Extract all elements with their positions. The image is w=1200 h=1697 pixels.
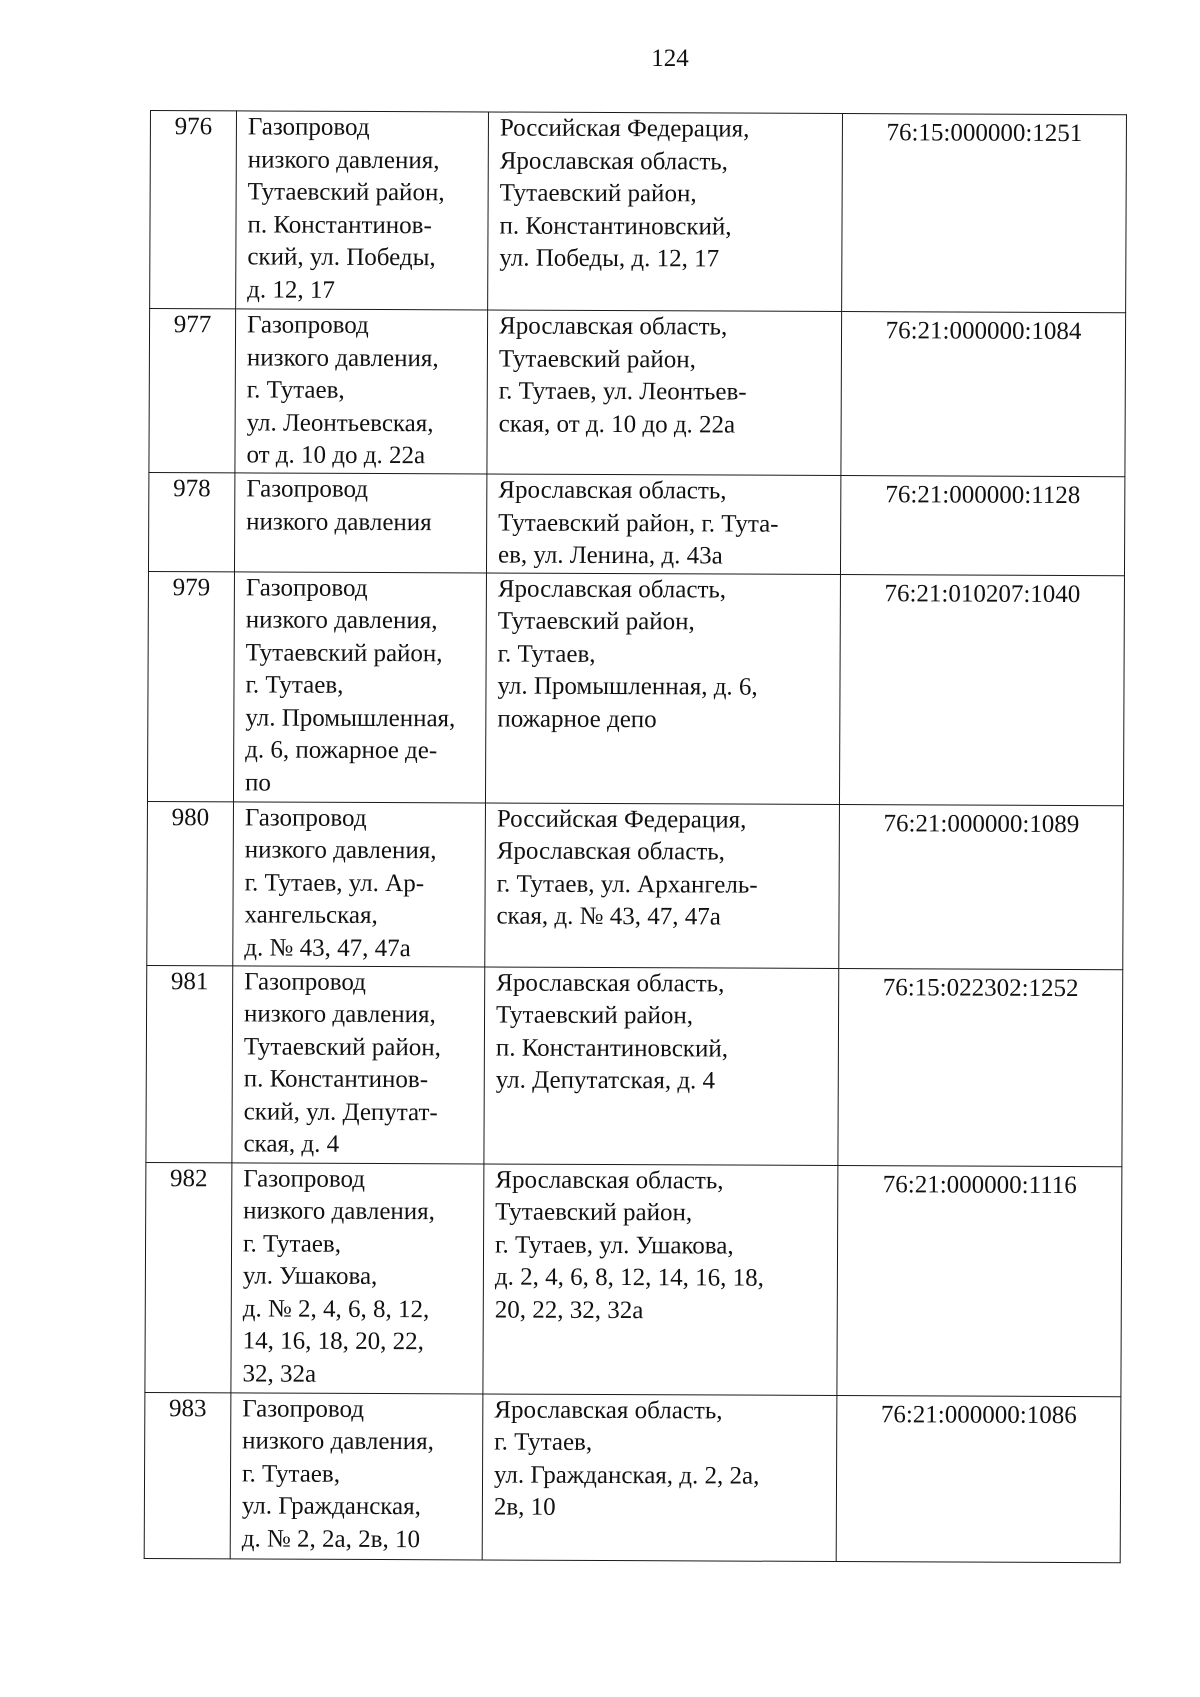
object-name-line: Тутаевский район, bbox=[247, 178, 445, 207]
address-line: ул. Промышленная, д. 6, bbox=[497, 672, 758, 701]
address-line: Ярославская область, bbox=[496, 969, 725, 998]
object-name-line: г. Тутаев, ул. Ар- bbox=[244, 868, 425, 897]
object-name-line: ул. Промышленная, bbox=[245, 703, 456, 732]
cadastral-number-cell: 76:21:000000:1089 bbox=[839, 804, 1124, 969]
object-name-line: от д. 10 до д. 22а bbox=[246, 441, 426, 470]
address-line: ская, от д. 10 до д. 22а bbox=[498, 410, 736, 439]
object-name-cell bbox=[233, 801, 486, 966]
address-line: пожарное депо bbox=[497, 705, 657, 733]
cadastral-number-cell: 76:15:000000:1251 bbox=[842, 114, 1127, 313]
address-line: г. Тутаев, bbox=[494, 1428, 593, 1456]
object-name-line: 14, 16, 18, 20, 22, bbox=[242, 1327, 424, 1356]
object-name-line: низкого давления, bbox=[244, 836, 437, 865]
address-line: г. Тутаев, ул. Ушакова, bbox=[494, 1231, 734, 1260]
address-cell bbox=[486, 474, 840, 574]
row-number-cell: 982 bbox=[145, 1162, 232, 1392]
table-row bbox=[149, 309, 1126, 477]
cadastral-number-cell: 76:21:000000:1116 bbox=[837, 1165, 1122, 1396]
row-number-cell: 980 bbox=[147, 801, 234, 965]
cadastral-number-cell: 76:21:010207:1040 bbox=[839, 574, 1124, 805]
object-name-cell bbox=[231, 1162, 484, 1393]
object-name-line: г. Тутаев, bbox=[245, 671, 344, 699]
object-name-line: д. № 43, 47, 47а bbox=[244, 933, 411, 962]
object-name-cell bbox=[232, 965, 485, 1163]
object-name-cell bbox=[235, 309, 488, 474]
object-name-line: Тутаевский район, bbox=[243, 1032, 441, 1061]
cadastral-number-cell: 76:21:000000:1086 bbox=[836, 1395, 1121, 1562]
object-name-line: ский, ул. Победы, bbox=[247, 243, 436, 272]
cadastral-number-cell: 76:21:000000:1084 bbox=[841, 312, 1126, 477]
address-line: ев, ул. Ленина, д. 43а bbox=[498, 541, 723, 570]
address-cell bbox=[482, 1393, 837, 1561]
object-name-line: низкого давления, bbox=[247, 145, 440, 174]
address-line: Тутаевский район, bbox=[495, 1001, 694, 1030]
object-name-line: Тутаевский район, bbox=[245, 638, 443, 667]
object-name-cell bbox=[230, 1392, 483, 1559]
object-name-line: Газопровод bbox=[245, 573, 368, 602]
table-row bbox=[145, 1162, 1122, 1396]
object-name-line: Газопровод bbox=[242, 1394, 365, 1423]
address-line: д. 2, 4, 6, 8, 12, 14, 16, 18, bbox=[494, 1263, 764, 1292]
address-cell bbox=[485, 802, 840, 968]
address-line: Тутаевский район, bbox=[498, 345, 696, 373]
registry-table-body bbox=[144, 111, 1126, 1563]
object-name-line: низкого давления, bbox=[246, 343, 439, 372]
address-line: Ярославская область, bbox=[494, 1396, 723, 1425]
row-number-cell: 979 bbox=[147, 571, 234, 801]
address-line: 2в, 10 bbox=[493, 1493, 556, 1521]
table-row bbox=[144, 1392, 1121, 1562]
row-number-cell: 983 bbox=[144, 1392, 231, 1558]
address-line: Российская Федерация, bbox=[496, 805, 747, 834]
address-cell bbox=[488, 112, 843, 312]
table-row bbox=[147, 801, 1124, 969]
address-line: Российская Федерация, bbox=[499, 114, 750, 143]
object-name-line: д. 6, пожарное де- bbox=[245, 736, 438, 765]
address-cell bbox=[484, 966, 839, 1165]
address-line: г. Тутаев, bbox=[497, 640, 596, 668]
row-number-cell: 981 bbox=[146, 965, 233, 1162]
address-line: Тутаевский район, bbox=[499, 179, 697, 208]
address-line: Ярославская область, bbox=[499, 312, 728, 341]
row-number-cell: 977 bbox=[149, 309, 236, 473]
address-line: Ярославская область, bbox=[496, 837, 726, 866]
object-name-line: ул. Ушакова, bbox=[242, 1262, 378, 1291]
object-name-line: низкого давления, bbox=[245, 606, 438, 635]
address-line: Ярославская область, bbox=[498, 476, 727, 505]
address-line: Ярославская область, bbox=[495, 1166, 724, 1195]
object-name-cell bbox=[236, 111, 489, 310]
object-name-line: Газопровод bbox=[246, 475, 369, 503]
address-line: ул. Гражданская, д. 2, 2а, bbox=[493, 1461, 760, 1490]
address-line: Ярославская область, bbox=[499, 147, 729, 176]
object-name-line: Газопровод bbox=[243, 1164, 366, 1193]
object-name-line: по bbox=[245, 768, 272, 797]
address-cell bbox=[487, 310, 842, 476]
cadastral-number-cell: 76:21:000000:1128 bbox=[840, 476, 1124, 576]
address-line: п. Константиновский, bbox=[495, 1034, 729, 1063]
object-name-line: д. № 2, 2а, 2в, 10 bbox=[241, 1524, 421, 1553]
address-line: г. Тутаев, ул. Архангель- bbox=[496, 870, 758, 899]
address-cell bbox=[483, 1163, 838, 1395]
object-name-line: низкого давления, bbox=[242, 1427, 435, 1456]
table-row bbox=[146, 965, 1123, 1166]
table-row bbox=[150, 111, 1127, 313]
address-line: Тутаевский район, bbox=[497, 607, 695, 636]
table-row bbox=[147, 571, 1124, 805]
object-name-line: Газопровод bbox=[247, 311, 369, 339]
cadastral-number-cell: 76:15:022302:1252 bbox=[838, 968, 1123, 1166]
object-name-line: г. Тутаев, bbox=[241, 1459, 341, 1488]
address-line: ул. Депутатская, д. 4 bbox=[495, 1066, 716, 1095]
object-name-line: 32, 32а bbox=[242, 1359, 317, 1388]
object-name-line: г. Тутаев, bbox=[246, 376, 345, 404]
address-cell bbox=[485, 572, 840, 804]
object-name-line: п. Константинов- bbox=[247, 210, 432, 239]
object-name-line: Газопровод bbox=[244, 967, 366, 996]
object-name-line: низкого давления bbox=[246, 507, 432, 536]
object-name-line: Газопровод bbox=[247, 113, 370, 141]
page-number: 124 bbox=[651, 45, 689, 72]
object-name-line: ский, ул. Депутат- bbox=[243, 1097, 438, 1126]
object-name-line: ул. Леонтьевская, bbox=[246, 408, 434, 437]
object-name-cell bbox=[234, 473, 486, 573]
object-name-line: ская, д. 4 bbox=[243, 1130, 340, 1158]
address-line: Ярославская область, bbox=[497, 575, 727, 604]
object-name-line: д. № 2, 4, 6, 8, 12, bbox=[242, 1294, 430, 1323]
registry-table bbox=[144, 110, 1127, 1563]
object-name-line: хангельская, bbox=[244, 901, 378, 930]
object-name-line: Газопровод bbox=[244, 803, 367, 832]
row-number-cell: 978 bbox=[148, 472, 234, 571]
address-line: Тутаевский район, г. Тута- bbox=[498, 509, 779, 538]
address-line: 20, 22, 32, 32а bbox=[494, 1296, 644, 1324]
object-name-line: п. Константинов- bbox=[243, 1065, 429, 1094]
object-name-line: д. 12, 17 bbox=[247, 275, 336, 304]
object-name-line: ул. Гражданская, bbox=[241, 1492, 421, 1521]
address-line: г. Тутаев, ул. Леонтьев- bbox=[498, 377, 747, 406]
object-name-line: низкого давления, bbox=[243, 1197, 436, 1226]
address-line: ская, д. № 43, 47, 47а bbox=[496, 902, 721, 931]
object-name-cell bbox=[233, 571, 486, 802]
address-line: п. Константиновский, bbox=[499, 212, 732, 241]
row-number-cell: 976 bbox=[150, 111, 237, 309]
object-name-line: низкого давления, bbox=[243, 1000, 436, 1029]
address-line: ул. Победы, д. 12, 17 bbox=[499, 244, 720, 273]
object-name-line: г. Тутаев, bbox=[242, 1229, 342, 1258]
table-row bbox=[148, 472, 1124, 575]
address-line: Тутаевский район, bbox=[495, 1198, 693, 1227]
